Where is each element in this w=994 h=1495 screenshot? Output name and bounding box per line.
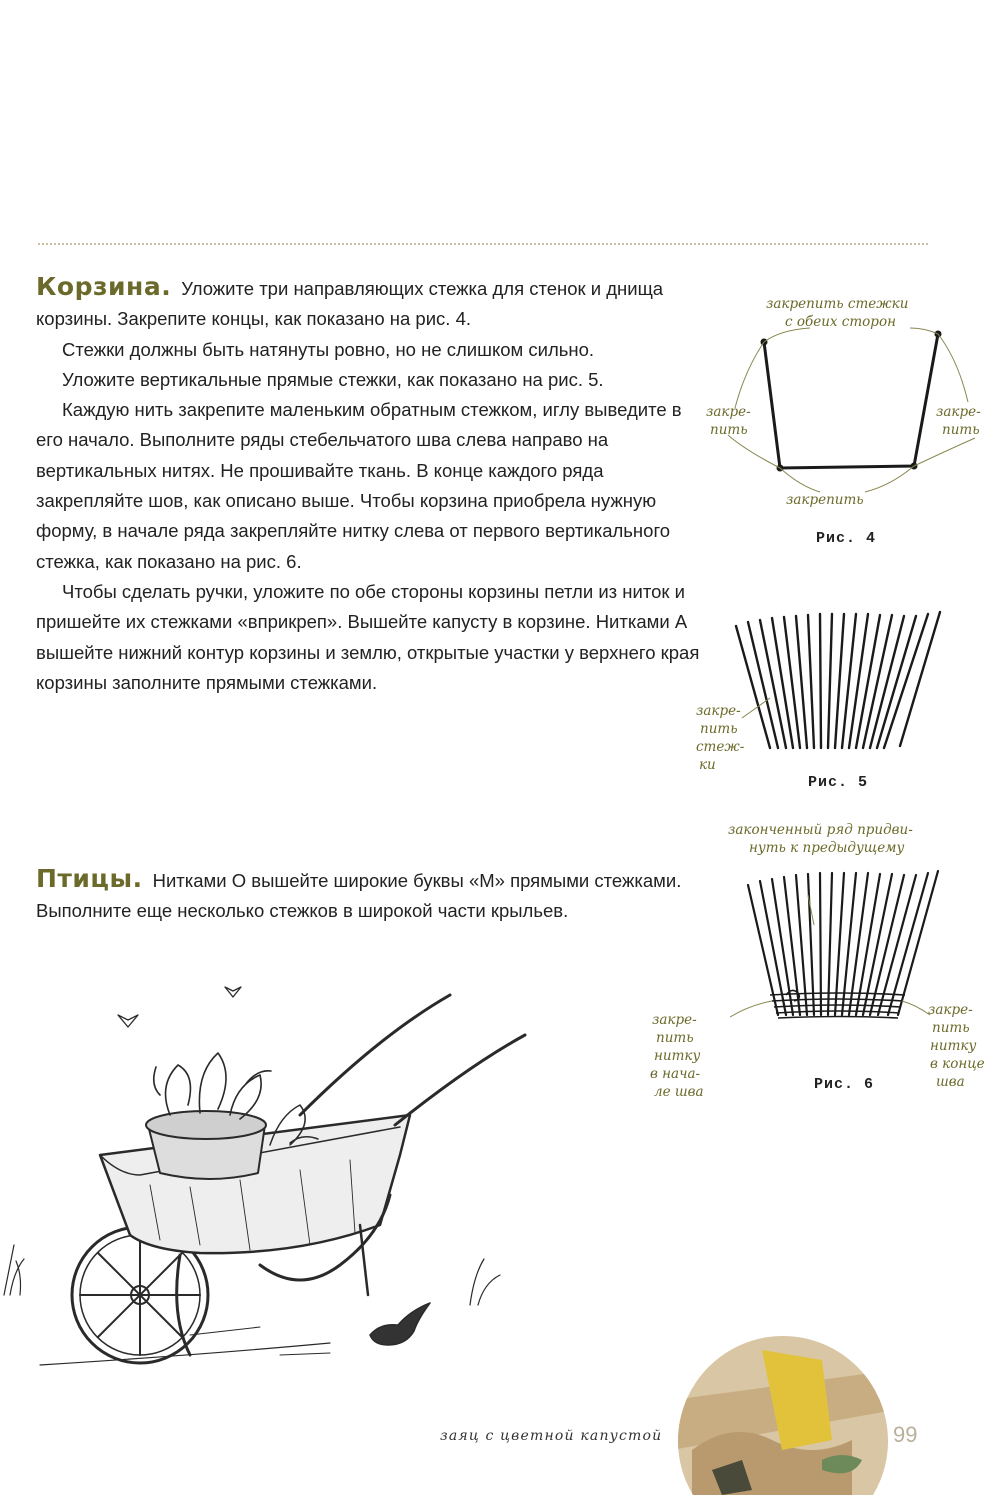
- fig6-left-note-line2: пить: [656, 1030, 694, 1046]
- fig6-right-note-line5: шва: [936, 1074, 965, 1090]
- fig6-left-note-line5: ле шва: [654, 1084, 704, 1100]
- fig5-note-line2: пить: [700, 721, 738, 737]
- fig6-right-note-line3: нитку: [930, 1038, 977, 1054]
- birds-section: [36, 864, 686, 927]
- fig6-caption: Рис. 6: [814, 1076, 875, 1093]
- fig6-left-note-line3: нитку: [654, 1048, 701, 1064]
- birds-text: Нитками О вышейте широкие буквы «М» прямыми стежками. Выполните еще несколько стежков в широкой части крыльев.: [36, 870, 682, 922]
- basket-section: [36, 272, 701, 698]
- page-number: 99: [893, 1422, 918, 1447]
- fig6-left-note-line4: в нача-: [650, 1066, 701, 1082]
- fig6-top-note-line2: нуть к предыдущему: [749, 840, 905, 856]
- fig6-right-note-line1: закре-: [928, 1002, 973, 1018]
- fig4-left-note-line1: закре-: [706, 404, 751, 420]
- basket-heading: Корзина.: [36, 272, 172, 301]
- birds-heading: Птицы.: [36, 864, 143, 893]
- basket-paragraph-2: Уложите вертикальные прямые стежки, как показано на рис. 5.: [62, 368, 604, 390]
- fig4-right-note-line1: закре-: [936, 404, 981, 420]
- fig5-note-line3: стеж-: [696, 739, 745, 755]
- fig6-left-note-line1: закре-: [652, 1012, 697, 1028]
- footer-book-title: заяц с цветной капустой: [440, 1428, 663, 1444]
- fig4-top-note-line1: закрепить стежки: [766, 296, 909, 312]
- fig6-right-note-line4: в конце: [930, 1056, 985, 1072]
- basket-paragraph-1: Стежки должны быть натянуты ровно, но не слишком сильно.: [62, 338, 595, 360]
- birds-paragraph: [36, 864, 686, 927]
- fig4-left-note-line2: пить: [710, 422, 748, 438]
- basket-paragraph-4: Чтобы сделать ручки, уложите по обе стороны корзины петли из ниток и пришейте их стежками «вприкреп». Вышейте капусту в корзине. Нитками А вышейте нижний контур корзины и землю, открытые участки у верхнего края корзины заполните прямыми стежками.: [36, 580, 700, 693]
- fig4-bottom-note: закрепить: [786, 492, 864, 508]
- fig4-caption: Рис. 4: [816, 530, 877, 547]
- basket-lead-paragraph: [36, 272, 701, 335]
- top-dotted-rule: [38, 243, 928, 245]
- basket-paragraph-3: Каждую нить закрепите маленьким обратным стежком, иглу выведите в его начало. Выполните ряды стебельчатого шва слева направо на вертикальных нитях. Не прошивайте ткань. В конце каждого ряда закрепляйте шов, как описано выше. Чтобы корзина приобрела нужную форму, в начале ряда закрепляйте нитку слева от первого вертикального стежка, как показано на рис. 6.: [36, 399, 682, 572]
- wheelbarrow-sketch-icon: [0, 975, 560, 1405]
- footer-round-photo-icon: [672, 1330, 894, 1495]
- fig6-top-note-line1: законченный ряд придви-: [728, 822, 913, 838]
- fig6-right-note-line2: пить: [932, 1020, 970, 1036]
- fig4-top-note-line2: с обеих сторон: [785, 314, 896, 330]
- fig4-right-note-line2: пить: [942, 422, 980, 438]
- fig5-note-line1: закре-: [696, 703, 741, 719]
- basket-lead-text: Уложите три направляющих стежка для стенок и днища корзины. Закрепите концы, как показано на рис. 4.: [36, 278, 664, 330]
- fig5-note-line4: ки: [699, 757, 716, 773]
- fig5-caption: Рис. 5: [808, 774, 869, 791]
